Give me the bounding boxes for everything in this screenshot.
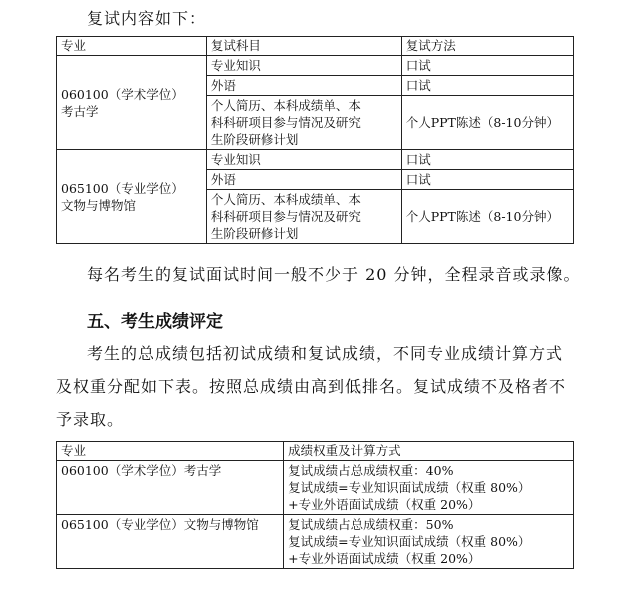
body-line-3: 予录取。 bbox=[56, 410, 125, 429]
table-row bbox=[57, 515, 574, 569]
major-cell: 060100（学术学位）考古学 bbox=[57, 461, 284, 515]
subject-cell: 个人简历、本科成绩单、本 科科研项目参与情况及研究 生阶段研修计划 bbox=[206, 190, 401, 244]
section-heading: 五、考生成绩评定 bbox=[87, 312, 223, 332]
intro-text: 复试内容如下： bbox=[87, 9, 207, 28]
method-cell: 口试 bbox=[401, 170, 573, 190]
score-weight-table bbox=[56, 441, 574, 569]
header-major: 专业 bbox=[57, 37, 207, 56]
header-subject: 复试科目 bbox=[206, 37, 401, 56]
major-cell: 060100（学术学位） 考古学 bbox=[57, 56, 207, 150]
subject-cell: 外语 bbox=[206, 76, 401, 96]
body-line-1: 考生的总成绩包括初试成绩和复试成绩，不同专业成绩计算方式 bbox=[87, 344, 564, 363]
table-row bbox=[57, 56, 574, 76]
method-cell: 个人PPT陈述（8-10分钟） bbox=[401, 190, 573, 244]
subject-cell: 个人简历、本科成绩单、本 科科研项目参与情况及研究 生阶段研修计划 bbox=[206, 96, 401, 150]
subject-cell: 外语 bbox=[206, 170, 401, 190]
method-cell: 口试 bbox=[401, 150, 573, 170]
weight-cell: 复试成绩占总成绩权重：40% 复试成绩=专业知识面试成绩（权重 80%） +专业外语面试成绩（权重 20%） bbox=[284, 461, 574, 515]
weight-cell: 复试成绩占总成绩权重：50% 复试成绩=专业知识面试成绩（权重 80%） +专业外语面试成绩（权重 20%） bbox=[284, 515, 574, 569]
method-cell: 口试 bbox=[401, 56, 573, 76]
method-cell: 个人PPT陈述（8-10分钟） bbox=[401, 96, 573, 150]
header-method: 复试方法 bbox=[401, 37, 573, 56]
note-text: 每名考生的复试面试时间一般不少于 20 分钟，全程录音或录像。 bbox=[87, 265, 581, 284]
table-header-row bbox=[57, 37, 574, 56]
header-major: 专业 bbox=[57, 442, 284, 461]
interview-content-table bbox=[56, 36, 574, 244]
table-header-row bbox=[57, 442, 574, 461]
subject-cell: 专业知识 bbox=[206, 150, 401, 170]
table-row bbox=[57, 461, 574, 515]
header-weight: 成绩权重及计算方式 bbox=[284, 442, 574, 461]
table-row bbox=[57, 150, 574, 170]
major-cell: 065100（专业学位） 文物与博物馆 bbox=[57, 150, 207, 244]
subject-cell: 专业知识 bbox=[206, 56, 401, 76]
body-line-2: 及权重分配如下表。按照总成绩由高到低排名。复试成绩不及格者不 bbox=[56, 377, 567, 396]
major-cell: 065100（专业学位）文物与博物馆 bbox=[57, 515, 284, 569]
method-cell: 口试 bbox=[401, 76, 573, 96]
